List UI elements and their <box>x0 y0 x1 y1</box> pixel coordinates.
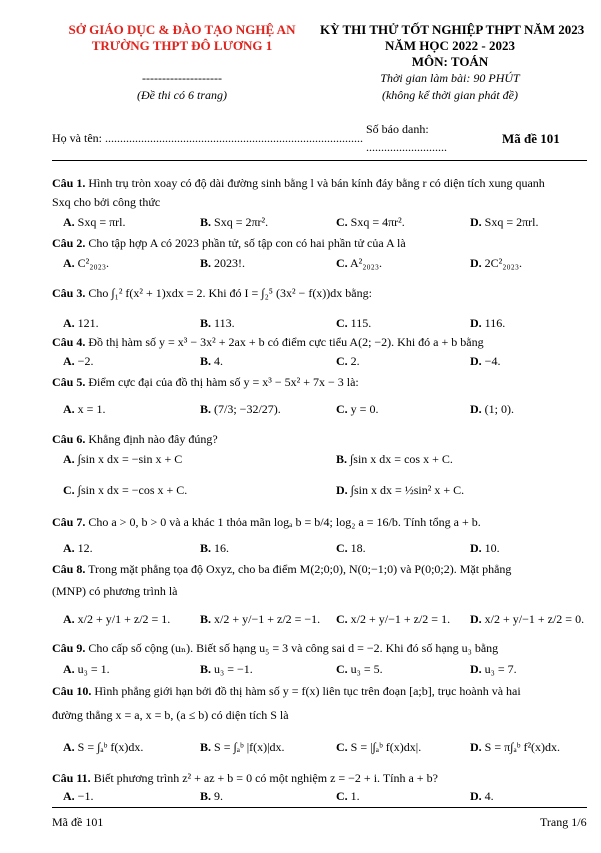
question-6 <box>52 432 218 447</box>
q6-option-b: B. ∫sin x dx = cos x + C. <box>336 452 453 466</box>
q8-option-a: A. x/2 + y/1 + z/2 = 1. <box>63 612 171 626</box>
q10-option-b: B. S = ∫ₐᵇ |f(x)|dx. <box>200 740 285 754</box>
q8-option-c: C. x/2 + y/−1 + z/2 = 1. <box>336 612 451 626</box>
q1-option-c: C. Sxq = 4πr². <box>336 215 405 229</box>
school-year: NĂM HỌC 2022 - 2023 <box>385 38 515 53</box>
question-8-line2: (MNP) có phương trình là <box>52 584 178 598</box>
question-8 <box>52 562 511 577</box>
q7-option-b: B. 16. <box>200 541 230 555</box>
divider-dashes: -------------------- <box>142 71 222 85</box>
q11-option-b: B. 9. <box>200 789 224 803</box>
q3-option-c: C. 115. <box>336 316 372 330</box>
question-10 <box>52 684 521 699</box>
pages-note: (Đề thi có 6 trang) <box>137 88 227 102</box>
question-text: Đồ thị hàm số y = x³ − 3x² + 2ax + b có điểm cực tiểu A(2; −2). Khi đó a + b bằng <box>88 335 484 349</box>
q7-option-d: D. 10. <box>470 541 500 555</box>
sbd-dots: ........................... <box>366 140 447 154</box>
question-label: Câu 7. <box>52 515 86 529</box>
q7-option-a: A. 12. <box>63 541 93 555</box>
question-5 <box>52 375 359 390</box>
question-1 <box>52 176 545 191</box>
q11-option-d: D. 4. <box>470 789 494 803</box>
sbd-label: Số báo danh: <box>366 122 429 136</box>
footer-exam-code: Mã đề 101 <box>52 815 104 829</box>
question-9 <box>52 641 498 656</box>
q2-option-c: C. A²₂₀₂₃. <box>336 256 383 270</box>
q2-option-d: D. 2C²₂₀₂₃. <box>470 256 523 270</box>
question-text: Cho tập hợp A có 2023 phần tử, số tập con có hai phần tử của A là <box>88 236 406 250</box>
q3-option-d: D. 116. <box>470 316 506 330</box>
q8-option-b: B. x/2 + y/−1 + z/2 = −1. <box>200 612 321 626</box>
q2-option-b: B. 2023!. <box>200 256 246 270</box>
question-label: Câu 3. <box>52 286 86 300</box>
question-4 <box>52 335 484 350</box>
q1-option-d: D. Sxq = 2πrl. <box>470 215 539 229</box>
question-text: Cho cấp số cộng (uₙ). Biết số hạng u₅ = 3 và công sai d = −2. Khi đó số hạng u₃ bằng <box>88 641 499 655</box>
question-text: Điểm cực đại của đồ thị hàm số y = x³ − 5x² + 7x − 3 là: <box>88 375 359 389</box>
q1-option-b: B. Sxq = 2πr². <box>200 215 269 229</box>
dept-name: SỞ GIÁO DỤC & ĐÀO TẠO NGHỆ AN <box>68 22 296 37</box>
q5-option-a: A. x = 1. <box>63 402 106 416</box>
q9-option-b: B. u₃ = −1. <box>200 662 253 676</box>
q9-option-a: A. u₃ = 1. <box>63 662 110 676</box>
header-rule <box>52 160 587 161</box>
question-3 <box>52 286 372 301</box>
question-7 <box>52 515 481 530</box>
q3-option-a: A. 121. <box>63 316 99 330</box>
question-label: Câu 1. <box>52 176 86 190</box>
footer-page-number: Trang 1/6 <box>540 815 587 829</box>
question-label: Câu 5. <box>52 375 86 389</box>
q4-option-b: B. 4. <box>200 354 224 368</box>
q1-option-a: A. Sxq = πrl. <box>63 215 126 229</box>
school-name: TRƯỜNG THPT ĐÔ LƯƠNG 1 <box>91 38 273 53</box>
exam-code: Mã đề 101 <box>502 131 560 146</box>
q5-option-d: D. (1; 0). <box>470 402 514 416</box>
question-text: Trong mặt phẳng tọa độ Oxyz, cho ba điểm M(2;0;0), N(0;−1;0) và P(0;0;2). Mặt phẳng <box>88 562 512 576</box>
q6-option-c: C. ∫sin x dx = −cos x + C. <box>63 483 188 497</box>
question-11 <box>52 771 438 786</box>
question-text: Hình trụ tròn xoay có độ dài đường sinh bằng l và bán kính đáy bằng r có diện tích xung quanh <box>88 176 545 190</box>
q4-option-c: C. 2. <box>336 354 360 368</box>
q9-option-d: D. u₃ = 7. <box>470 662 517 676</box>
q4-option-d: D. −4. <box>470 354 501 368</box>
q3-option-b: B. 113. <box>200 316 235 330</box>
subject: MÔN: TOÁN <box>411 54 489 69</box>
exam-time: Thời gian làm bài: 90 PHÚT <box>380 71 520 85</box>
question-text: Cho ∫₁² f(x² + 1)xdx = 2. Khi đó I = ∫₂⁵ (3x² − f(x))dx bằng: <box>88 286 372 300</box>
q10-option-c: C. S = |∫ₐᵇ f(x)dx|. <box>336 740 422 754</box>
question-text: Biết phương trình z² + az + b = 0 có một nghiệm z = −2 + i. Tính a + b? <box>93 771 438 785</box>
question-label: Câu 4. <box>52 335 86 349</box>
question-2 <box>52 236 406 251</box>
question-label: Câu 9. <box>52 641 86 655</box>
question-text: Hình phẳng giới hạn bởi đồ thị hàm số y = f(x) liên tục trên đoạn [a;b], trục hoành và hai <box>94 684 521 698</box>
question-label: Câu 2. <box>52 236 86 250</box>
question-10-line2: đường thẳng x = a, x = b, (a ≤ b) có diện tích S là <box>52 708 289 722</box>
q4-option-a: A. −2. <box>63 354 94 368</box>
exam-title: KỲ THI THỬ TỐT NGHIỆP THPT NĂM 2023 <box>320 22 585 37</box>
q6-option-d: D. ∫sin x dx = ½sin² x + C. <box>336 483 465 497</box>
time-note: (không kể thời gian phát đề) <box>381 88 519 102</box>
q11-option-a: A. −1. <box>63 789 94 803</box>
q6-option-a: A. ∫sin x dx = −sin x + C <box>63 452 183 466</box>
name-field: Họ và tên: ...................................................................................... <box>52 131 363 145</box>
q5-option-b: B. (7/3; −32/27). <box>200 402 281 416</box>
question-label: Câu 11. <box>52 771 91 785</box>
question-text: Cho a > 0, b > 0 và a khác 1 thỏa mãn logₐ b = b/4; log₂ a = 16/b. Tính tổng a + b. <box>88 515 481 529</box>
q10-option-a: A. S = ∫ₐᵇ f(x)dx. <box>63 740 144 754</box>
question-text: Khẳng định nào đây đúng? <box>88 432 218 446</box>
q2-option-a: A. C²₂₀₂₃. <box>63 256 110 270</box>
footer-rule <box>52 807 587 808</box>
q9-option-c: C. u₃ = 5. <box>336 662 383 676</box>
q7-option-c: C. 18. <box>336 541 366 555</box>
q10-option-d: D. S = π∫ₐᵇ f²(x)dx. <box>470 740 561 754</box>
question-label: Câu 6. <box>52 432 86 446</box>
question-label: Câu 10. <box>52 684 92 698</box>
q11-option-c: C. 1. <box>336 789 360 803</box>
q8-option-d: D. x/2 + y/−1 + z/2 = 0. <box>470 612 585 626</box>
question-label: Câu 8. <box>52 562 86 576</box>
question-1-line2: Sxq cho bởi công thức <box>52 195 161 209</box>
q5-option-c: C. y = 0. <box>336 402 379 416</box>
